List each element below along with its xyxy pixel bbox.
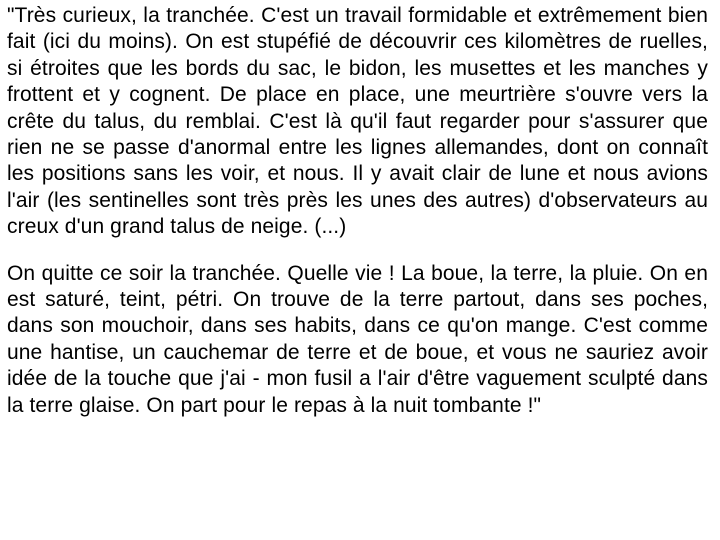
paragraph-leaving-trench: On quitte ce soir la tranchée. Quelle vie ! La boue, la terre, la pluie. On en est saturé, teint, pétri. On trouve de la terre partout, dans ses poches, dans son mouchoir, dans ses habits, dans ce qu'on mange. C'est comme une hantise, un cauchemar de terre et de boue, et vous ne sauriez avoir idée de la touche que j'ai - mon fusil a l'air d'être vaguement sculpté dans la terre glaise. On part pour le repas à la nuit tombante !" xyxy=(7,261,708,417)
document-body xyxy=(7,3,708,419)
paragraph-trench-description: "Très curieux, la tranchée. C'est un travail formidable et extrêmement bien fait (ici du moins). On est stupéfié de découvrir ces kilomètres de ruelles, si étroites que les bords du sac, le bidon, les musettes et les manches y frottent et y cognent. De place en place, une meurtrière s'ouvre vers la crête du talus, du remblai. C'est là qu'il faut regarder pour s'assurer que rien ne se passe d'anormal entre les lignes allemandes, dont on connaît les positions sans les voir, et nous. Il y avait clair de lune et nous avions l'air (les sentinelles sont très près les unes des autres) d'observateurs au creux d'un grand talus de neige. (...) xyxy=(7,4,708,239)
